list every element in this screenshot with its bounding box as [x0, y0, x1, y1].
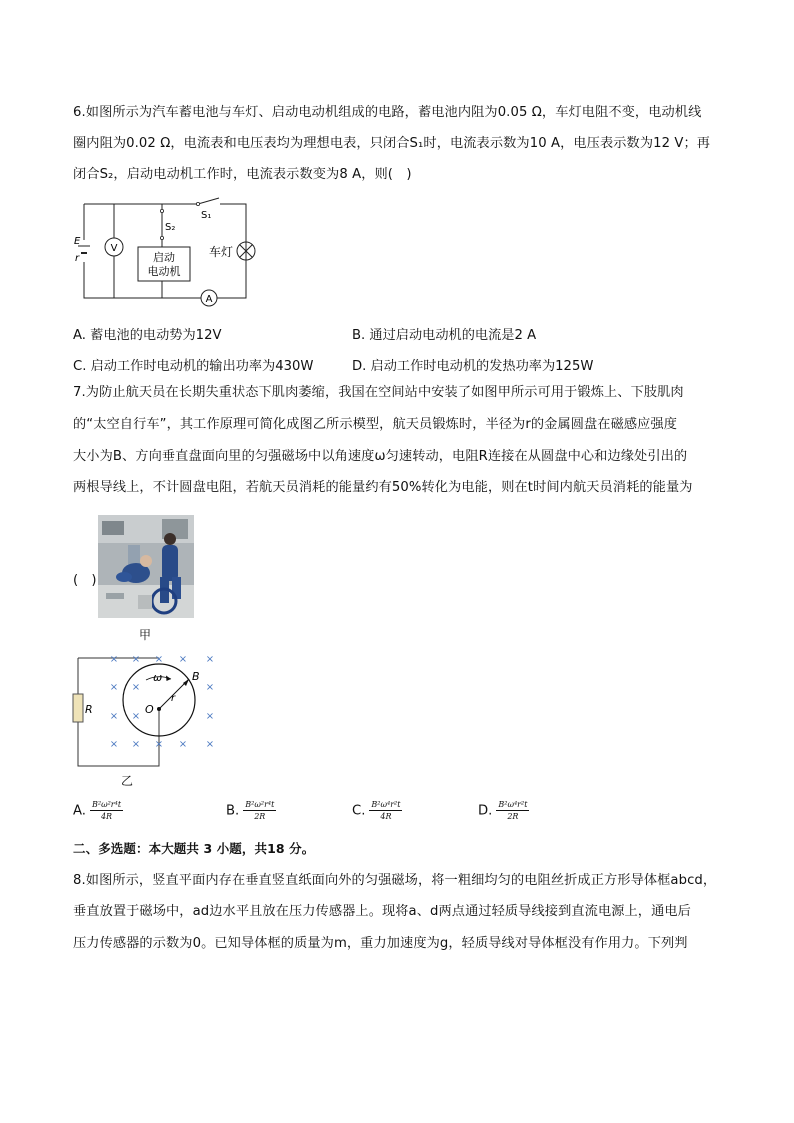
q6-option-b: B. 通过启动电动机的电流是2 A	[352, 328, 537, 343]
resistor-label: R	[85, 703, 93, 716]
s1-label: S₁	[201, 210, 212, 221]
voltmeter-label: V	[110, 243, 118, 254]
q7-text-line-4: 两根导线上，不计圆盘电阻，若航天员消耗的能量约有50%转化为电能，则在t时间内航天员消耗的能量为	[73, 480, 693, 495]
svg-text:×: ×	[178, 654, 188, 665]
q7-disk-diagram	[70, 650, 230, 775]
q6-option-c: C. 启动工作时电动机的输出功率为430W	[73, 359, 314, 374]
svg-text:×: ×	[109, 739, 119, 750]
svg-text:×: ×	[205, 739, 215, 750]
q7-answer-bracket: ( )	[73, 573, 97, 588]
q6-text-line-3: 闭合S₂，启动电动机工作时，电流表示数变为8 A，则( )	[73, 167, 412, 182]
svg-text:×: ×	[109, 682, 119, 693]
q6-text-line-2: 圈内阻为0.02 Ω，电流表和电压表均为理想电表，只闭合S₁时，电流表示数为10 A，电压表示数为12 V；再	[73, 136, 711, 151]
svg-text:×: ×	[205, 682, 215, 693]
q7-option-a: A. $\frac{\text{B²ω²r⁴t}}{4R}$	[73, 800, 122, 822]
q7-option-b: B. $\frac{\text{B²ω²r⁴t}}{2R}$	[226, 800, 275, 822]
q7-text-line-1: 7.为防止航天员在长期失重状态下肌肉萎缩，我国在空间站中安装了如图甲所示可用于锻炼上、下肢肌肉	[73, 385, 684, 400]
r-label: r	[171, 693, 176, 704]
figure-jia-caption: 甲	[139, 628, 152, 642]
b-label: B	[192, 670, 200, 683]
svg-text:×: ×	[131, 739, 141, 750]
q6-circuit-diagram	[70, 198, 260, 308]
figure-yi-caption: 乙	[121, 774, 134, 788]
svg-text:×: ×	[131, 654, 141, 665]
omega-label: ω	[153, 671, 163, 684]
section-2-heading: 二、多选题：本大题共 3 小题，共18 分。	[73, 841, 315, 856]
ammeter-label: A	[205, 294, 213, 305]
q6-option-a: A. 蓄电池的电动势为12V	[73, 328, 222, 343]
q8-text-line-3: 压力传感器的示数为0。已知导体框的质量为m，重力加速度为g，轻质导线对导体框没有作用力。下列判	[73, 936, 688, 951]
q8-text-line-1: 8.如图所示，竖直平面内存在垂直竖直纸面向外的匀强磁场，将一粗细均匀的电阻丝折成正方形导体框abcd，	[73, 873, 717, 888]
q7-text-line-2: 的“太空自行车”，其工作原理可简化成图乙所示模型，航天员锻炼时，半径为r的金属圆盘在磁感应强度	[73, 417, 678, 432]
s2-label: S₂	[165, 222, 176, 233]
svg-text:×: ×	[205, 711, 215, 722]
svg-text:×: ×	[178, 739, 188, 750]
lamp-label: 车灯	[209, 245, 234, 259]
o-label: O	[145, 703, 154, 716]
q7-option-d: D. $\frac{\text{B²ω⁴r²t}}{2R}$	[478, 800, 528, 822]
svg-text:×: ×	[154, 739, 164, 750]
space-bicycle-photo	[98, 515, 194, 618]
svg-text:×: ×	[205, 654, 215, 665]
q7-text-line-3: 大小为B、方向垂直盘面向里的匀强磁场中以角速度ω匀速转动，电阻R连接在从圆盘中心和边缘处引出的	[73, 449, 688, 464]
svg-text:×: ×	[109, 711, 119, 722]
emf-label: E	[74, 236, 81, 247]
svg-text:×: ×	[131, 682, 141, 693]
q6-option-d: D. 启动工作时电动机的发热功率为125W	[352, 359, 594, 374]
svg-text:×: ×	[154, 654, 164, 665]
motor-label-line1: 启动	[153, 251, 175, 264]
svg-text:×: ×	[131, 711, 141, 722]
q8-text-line-2: 垂直放置于磁场中，ad边水平且放在压力传感器上。现将a、d两点通过轻质导线接到直流电源上，通电后	[73, 904, 691, 919]
motor-label-line2: 电动机	[147, 265, 181, 278]
q6-text-line-1: 6.如图所示为汽车蓄电池与车灯、启动电动机组成的电路，蓄电池内阻为0.05 Ω，车灯电阻不变，电动机线	[73, 105, 702, 120]
q7-option-c: C. $\frac{\text{B²ω⁴r²t}}{4R}$	[352, 800, 401, 822]
svg-text:×: ×	[109, 654, 119, 665]
internal-resistance-label: r	[75, 253, 80, 264]
